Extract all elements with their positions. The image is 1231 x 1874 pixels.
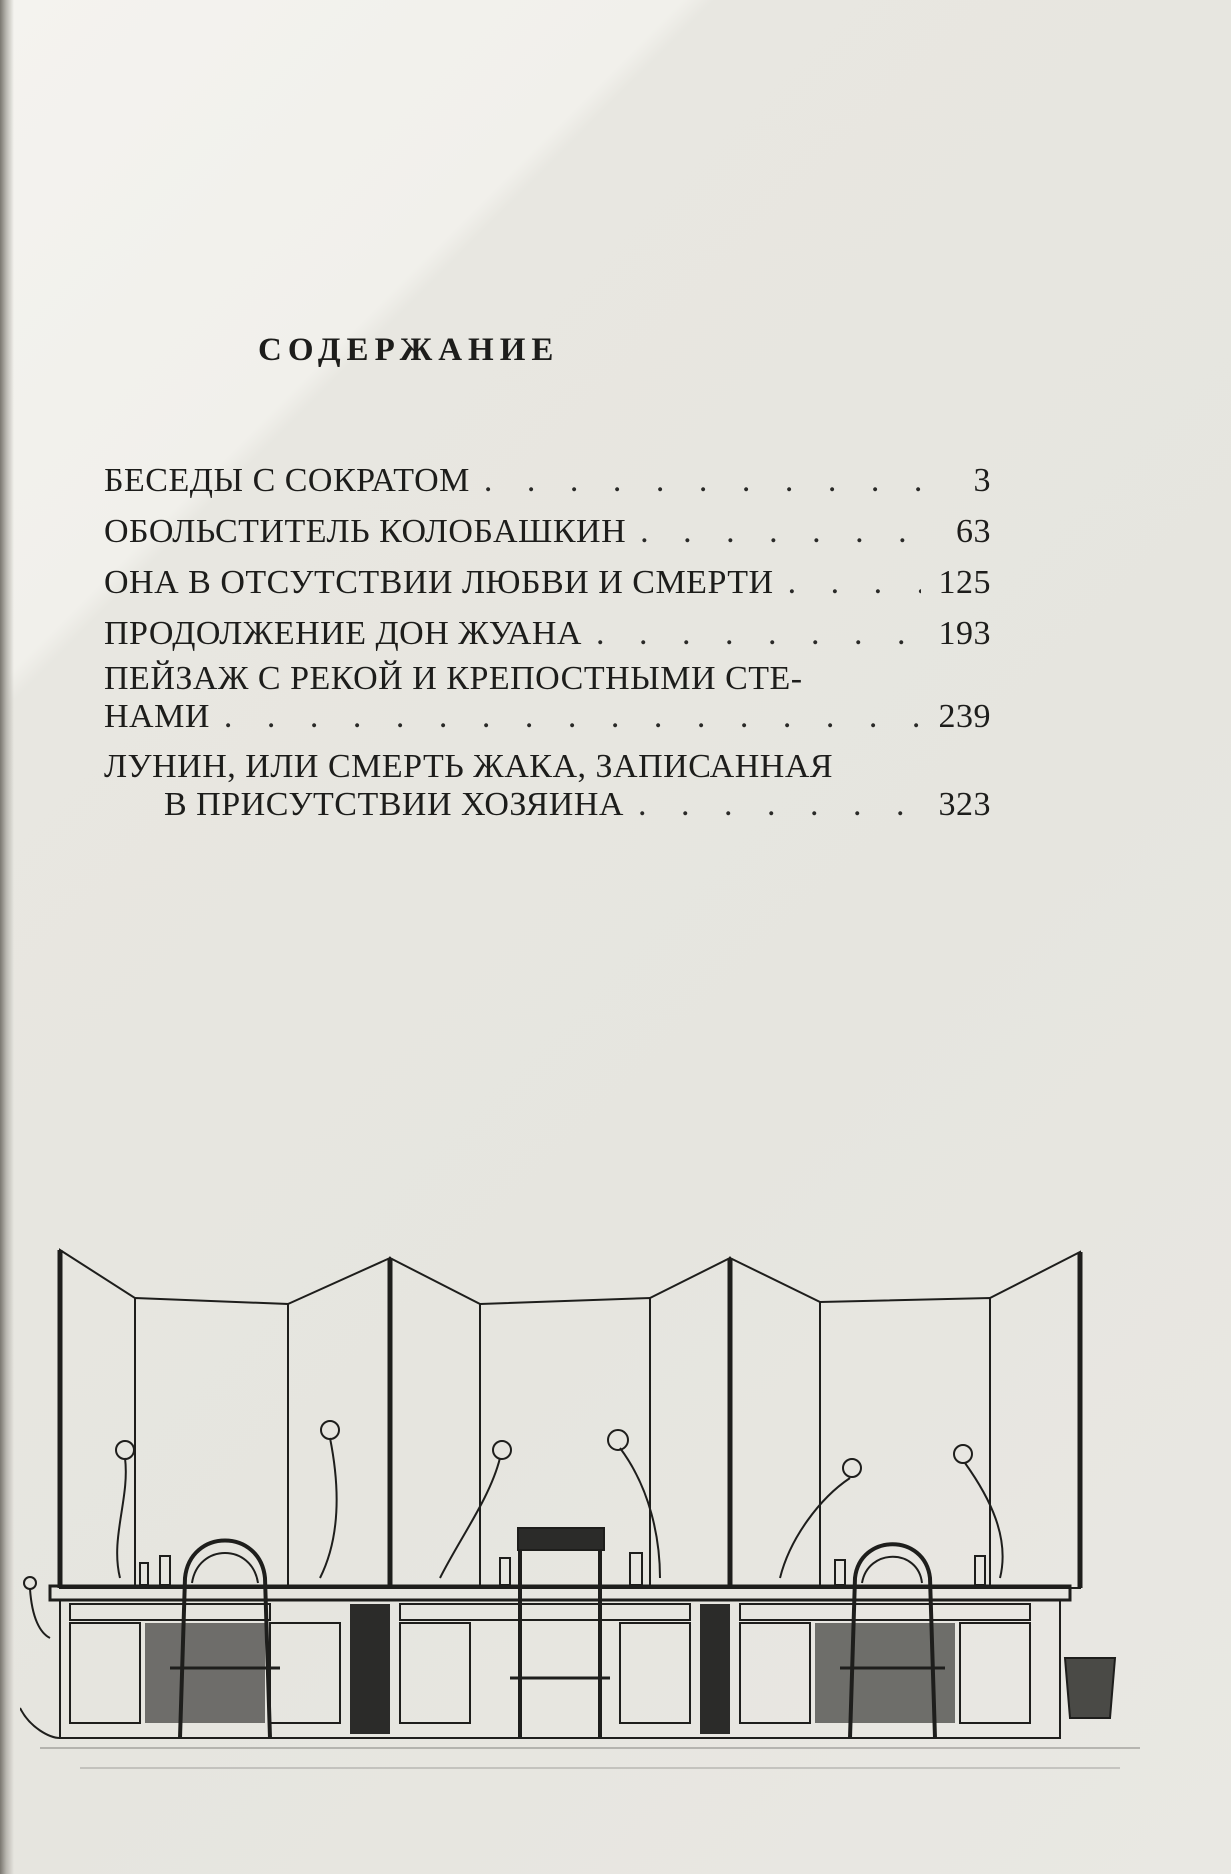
screen-panel bbox=[730, 1258, 820, 1588]
screen-panel bbox=[60, 1250, 135, 1588]
toc-entry[interactable] bbox=[104, 455, 999, 506]
spine-shadow bbox=[0, 0, 14, 1874]
toc-entry-title-line1: ПЕЙЗАЖ С РЕКОЙ И КРЕПОСТНЫМИ СТЕ- bbox=[104, 660, 803, 697]
toc-entry[interactable] bbox=[104, 506, 999, 557]
toc-entry[interactable] bbox=[104, 608, 999, 659]
screen-panel bbox=[650, 1258, 730, 1588]
dot-leader bbox=[224, 699, 921, 735]
screen-panel bbox=[990, 1252, 1080, 1588]
toc-entry-title-line2: В ПРИСУТСТВИИ ХОЗЯИНА bbox=[164, 786, 624, 823]
toc-entry-title-line2: НАМИ bbox=[104, 698, 210, 735]
dot-leader bbox=[788, 557, 921, 608]
toc-heading: СОДЕРЖАНИЕ bbox=[258, 332, 560, 368]
screen-panel bbox=[288, 1258, 390, 1588]
toc-entry-title: ОНА В ОТСУТСТВИИ ЛЮБВИ И СМЕРТИ bbox=[104, 564, 774, 601]
table-of-contents bbox=[104, 455, 999, 835]
toc-entry-page: 3 bbox=[973, 462, 991, 499]
toc-entry-page: 239 bbox=[938, 698, 991, 735]
toc-entry-page: 193 bbox=[938, 615, 991, 652]
toc-entry-title-line1: ЛУНИН, ИЛИ СМЕРТЬ ЖАКА, ЗАПИСАННАЯ bbox=[104, 748, 834, 785]
toc-entry[interactable] bbox=[104, 557, 999, 608]
toc-entry-page: 323 bbox=[938, 786, 991, 823]
toc-entry[interactable] bbox=[104, 747, 999, 823]
toc-entry-page: 125 bbox=[938, 564, 991, 601]
toc-entry-title: БЕСЕДЫ С СОКРАТОМ bbox=[104, 462, 470, 499]
dot-leader bbox=[640, 506, 921, 557]
dressing-room-illustration bbox=[20, 1238, 1160, 1778]
dot-leader bbox=[596, 608, 921, 659]
toc-entry-title: ПРОДОЛЖЕНИЕ ДОН ЖУАНА bbox=[104, 615, 582, 652]
screen-panel bbox=[390, 1258, 480, 1588]
dot-leader bbox=[638, 787, 921, 823]
toc-entry-title: ОБОЛЬСТИТЕЛЬ КОЛОБАШКИН bbox=[104, 513, 627, 550]
dot-leader bbox=[484, 455, 921, 506]
toc-entry-page: 63 bbox=[956, 513, 991, 550]
toc-entry[interactable] bbox=[104, 659, 999, 735]
